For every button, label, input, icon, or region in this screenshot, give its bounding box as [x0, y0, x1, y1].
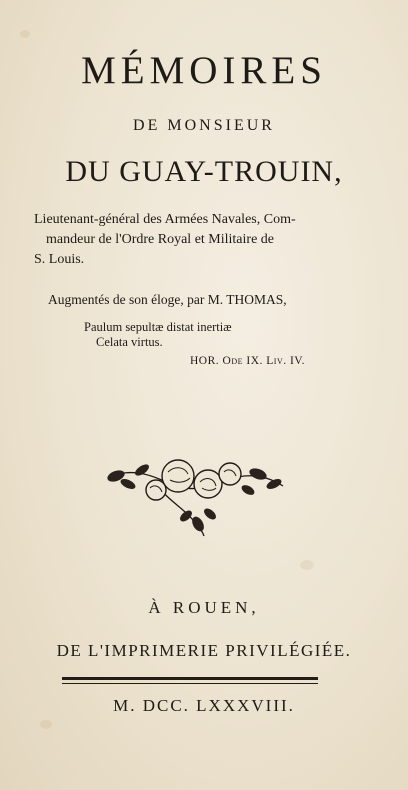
- author-name: DU GUAY-TROUIN,: [65, 155, 343, 188]
- epigraph-source: HOR. Ode IX. Liv. IV.: [190, 355, 306, 367]
- epigraph: [84, 320, 374, 367]
- foxing-spot: [300, 560, 314, 570]
- double-rule: [62, 677, 318, 684]
- title-subline: DE MONSIEUR: [133, 117, 275, 134]
- epigraph-line: Celata virtus.: [96, 335, 163, 349]
- imprint-place: À ROUEN,: [148, 598, 260, 617]
- imprint-date: M. DCC. LXXXVIII.: [113, 696, 295, 715]
- foxing-spot: [40, 720, 52, 729]
- description-line: Lieutenant-général des Armées Navales, Com-: [34, 212, 296, 227]
- floral-ornament: [98, 438, 288, 538]
- epigraph-line: Paulum sepultæ distat inertiæ: [84, 320, 232, 334]
- rule-thick: [62, 677, 318, 680]
- augmented-note: Augmentés de son éloge, par M. THOMAS,: [48, 292, 287, 307]
- author-description: [34, 210, 376, 270]
- rule-thin: [62, 683, 318, 684]
- imprint-printer: DE L'IMPRIMERIE PRIVILÉGIÉE.: [56, 641, 352, 660]
- description-line: mandeur de l'Ordre Royal et Militaire de: [46, 232, 274, 247]
- book-title: MÉMOIRES: [81, 49, 327, 92]
- description-line: S. Louis.: [34, 252, 85, 267]
- foxing-spot: [20, 30, 30, 38]
